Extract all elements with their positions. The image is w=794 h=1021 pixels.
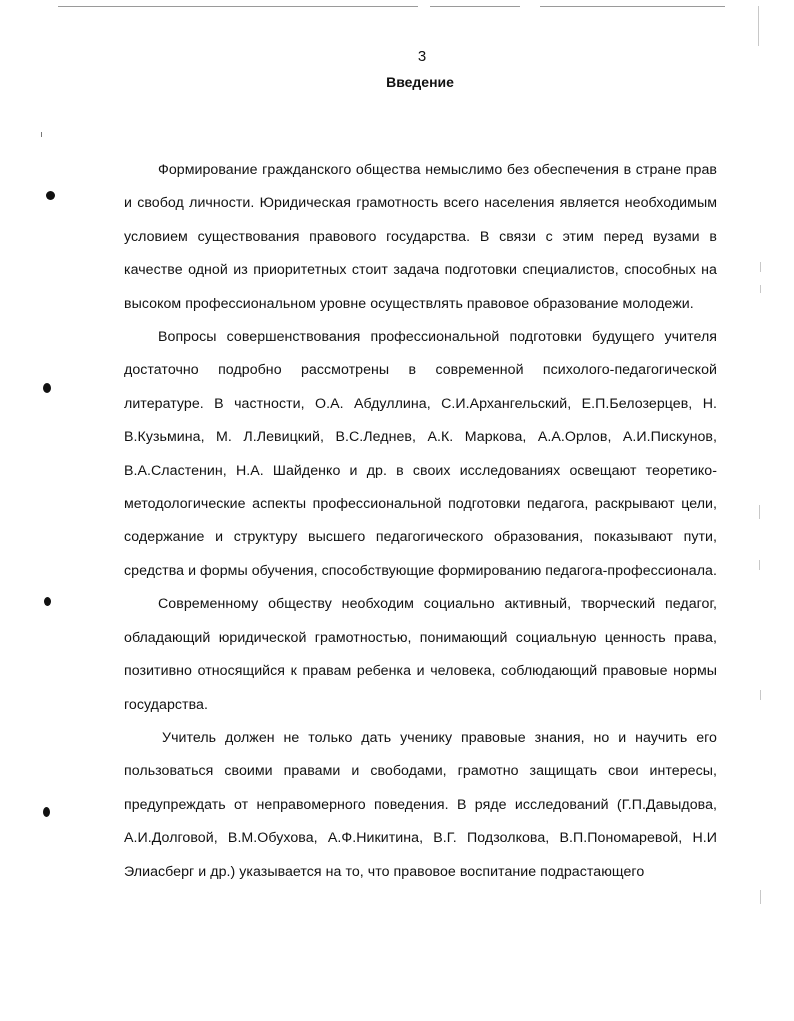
scan-artifact-mark [760, 690, 761, 700]
scan-artifact-mark [759, 560, 760, 570]
scan-artifact-line [540, 6, 725, 7]
page-number: 3 [417, 48, 427, 65]
section-heading: Введение [386, 74, 454, 90]
scan-artifact-line [430, 6, 520, 7]
scan-artifact-mark [760, 285, 761, 293]
scan-artifact-mark [760, 262, 761, 272]
scan-artifact-mark [759, 505, 760, 519]
paragraph: Формирование гражданского общества немыслимо без обеспечения в стране прав и свобод личности. Юридическая грамотность всего населения является необходимым условием существования правового государства. В связи с этим перед вузами в качестве одной из приоритетных стоит задача подготовки специалистов, способных на высоком профессиональном уровне осуществлять правовое образование молодежи. [124, 162, 717, 312]
paragraph: Современному обществу необходим социально активный, творческий педагог, обладающий юридической грамотностью, понимающий социальную ценность права, позитивно относящийся к правам ребенка и человека, соблюдающий правовые нормы государства. [124, 596, 717, 713]
punch-hole-mark [46, 191, 55, 200]
punch-hole-mark [43, 807, 50, 817]
scan-artifact-mark [760, 890, 761, 904]
paragraph: Вопросы совершенствования профессиональной подготовки будущего учителя достаточно подробно рассмотрены в современной психолого-педагогической литературе. В частности, О.А. Абдуллина, С.И.Архангельский, Е.П.Белозерцев, Н. В.Кузьмина, М. Л.Левицкий, В.С.Леднев, А.К. Маркова, А.А.Орлов, А.И.Пискунов, В.А.Сластенин, Н.А. Шайденко и др. в своих исследованиях освещают теоретико-методологические аспекты профессиональной подготовки педагога, раскрывают цели, содержание и структуру высшего педагогического образования, показывают пути, средства и формы обучения, способствующие формированию педагога-профессионала. [124, 329, 717, 579]
scan-artifact-line [58, 6, 418, 7]
body-text [124, 154, 717, 889]
scan-artifact-mark [758, 6, 759, 46]
paragraph: Учитель должен не только дать ученику правовые знания, но и научить его пользоваться своими правами и свободами, грамотно защищать свои интересы, предупреждать от неправомерного поведения. В ряде исследований (Г.П.Давыдова, А.И.Долговой, В.М.Обухова, А.Ф.Никитина, В.Г. Подзолкова, В.П.Пономаревой, Н.И Элиасберг и др.) указывается на то, что правовое воспитание подрастающего [124, 729, 717, 880]
punch-hole-mark [44, 597, 51, 606]
scan-artifact-mark [41, 132, 42, 137]
punch-hole-mark [43, 383, 51, 393]
